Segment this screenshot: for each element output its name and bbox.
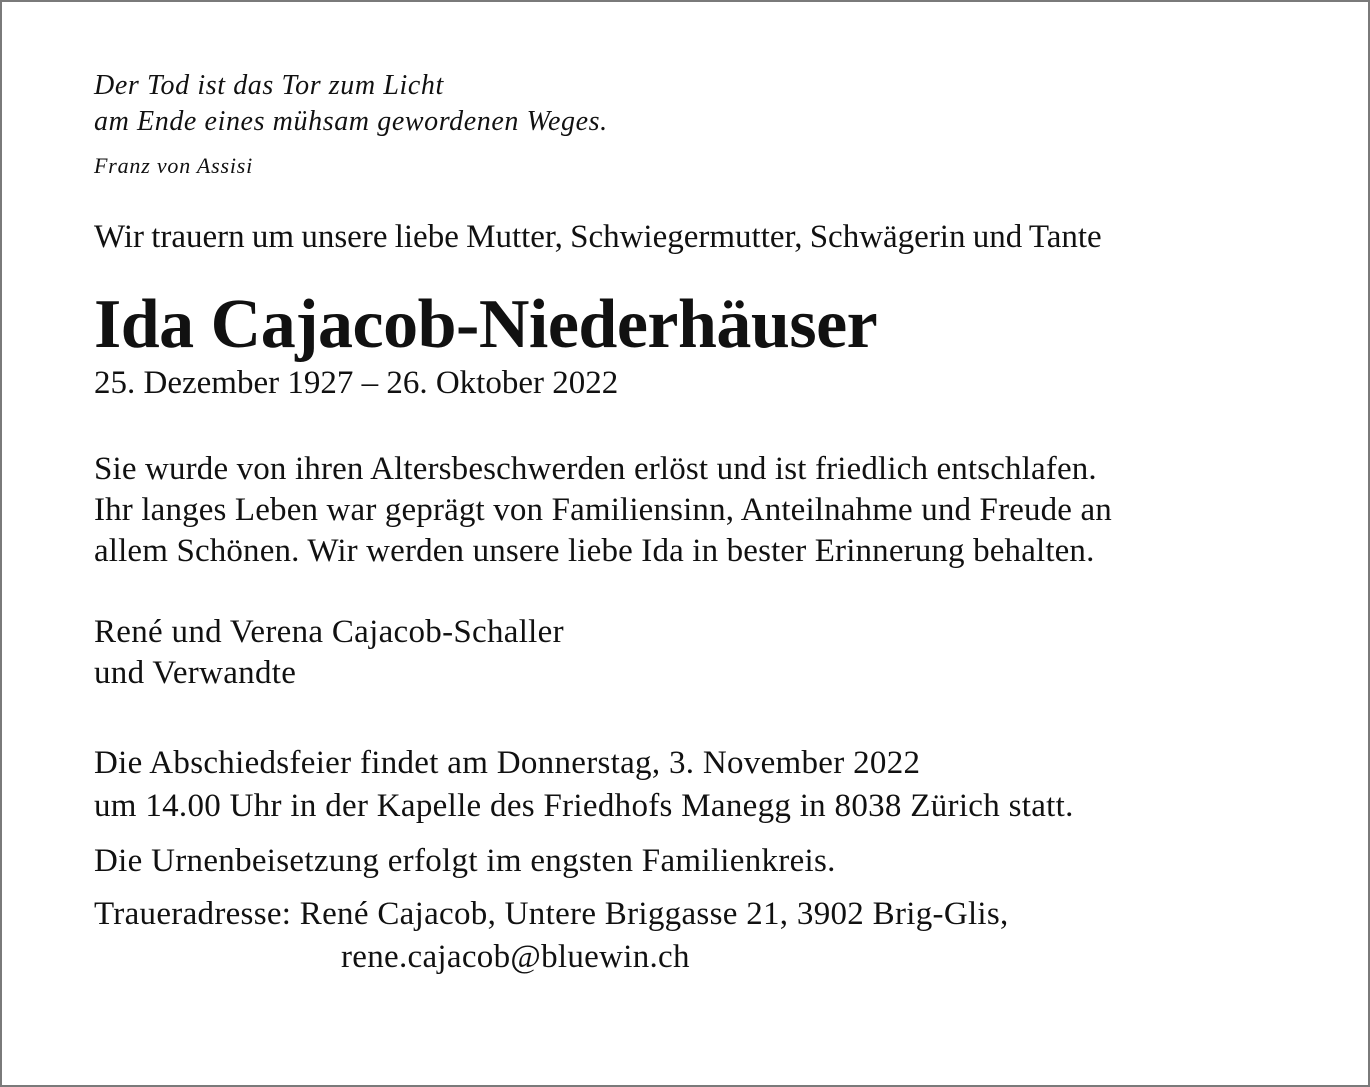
- ceremony-line: Die Abschiedsfeier findet am Donnerstag, 3. November 2022: [94, 745, 921, 781]
- email-address: rene.cajacob@bluewin.ch: [341, 939, 690, 975]
- mourners-line: und Verwandte: [94, 655, 297, 691]
- motto-line: Der Tod ist das Tor zum Licht: [94, 70, 444, 101]
- mourning-address: [94, 893, 1314, 979]
- deceased-name: Ida Cajacob-Niederhäuser: [94, 286, 878, 363]
- tribute-line: Ihr langes Leben war geprägt von Familiensinn, Anteilnahme und Freude an: [94, 492, 1112, 528]
- address-line: Traueradresse: René Cajacob, Untere Briggasse 21, 3902 Brig-Glis,: [94, 896, 1009, 932]
- motto-line: am Ende eines mühsam gewordenen Weges.: [94, 106, 608, 137]
- tribute-paragraph: [94, 449, 1314, 572]
- intro-text: Wir trauern um unsere liebe Mutter, Schwiegermutter, Schwägerin und Tante: [94, 219, 1102, 255]
- life-dates: 25. Dezember 1927 – 26. Oktober 2022: [94, 365, 619, 401]
- ceremony-line: um 14.00 Uhr in der Kapelle des Friedhofs Manegg in 8038 Zürich statt.: [94, 788, 1074, 824]
- tribute-line: allem Schönen. Wir werden unsere liebe Ida in bester Erinnerung behalten.: [94, 533, 1095, 569]
- obituary-content: [94, 68, 1314, 979]
- ceremony-info: [94, 742, 1314, 828]
- mourners-list: [94, 612, 1314, 694]
- burial-info: Die Urnenbeisetzung erfolgt im engsten Familienkreis.: [94, 843, 836, 879]
- mourners-line: René und Verena Cajacob-Schaller: [94, 614, 564, 650]
- motto-quote: [94, 68, 1314, 140]
- tribute-line: Sie wurde von ihren Altersbeschwerden erlöst und ist friedlich entschlafen.: [94, 451, 1097, 487]
- motto-author: Franz von Assisi: [94, 153, 254, 178]
